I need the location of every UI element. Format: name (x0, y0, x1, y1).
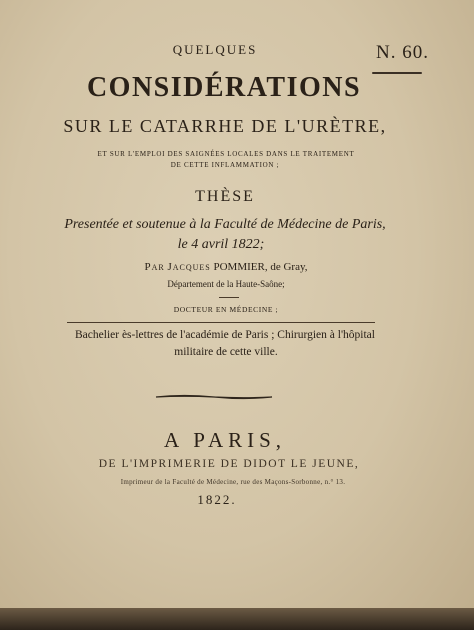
bachelier-line-2: militaire de cette ville. (174, 346, 278, 358)
presented-line-2: le 4 avril 1822; (177, 237, 265, 252)
subject-title: SUR LE CATARRHE DE L'URÈTRE, (63, 116, 387, 136)
long-divider (67, 322, 375, 323)
author-department: Département de la Haute-Saône; (167, 279, 285, 289)
short-divider (219, 297, 239, 298)
bachelier-line-1: Bachelier ès-lettres de l'académie de Paris ; Chirurgien à l'hôpital (75, 329, 375, 341)
imprint-year: 1822. (197, 492, 237, 507)
imprint-printer: DE L'IMPRIMERIE DE DIDOT LE JEUNE, (98, 458, 360, 470)
thesis-number: N. 60. (376, 42, 429, 63)
author-origin: , de Gray, (264, 261, 308, 273)
author-last-name: POMMIER (213, 261, 265, 273)
these-heading: THÈSE (195, 188, 255, 205)
quelques-heading: QUELQUES (172, 42, 258, 57)
doctor-degree: DOCTEUR EN MÉDECINE ; (173, 305, 279, 314)
author-first-name: Jacques (167, 261, 211, 273)
imprint-address: Imprimeur de la Faculté de Médecine, rue des Maçons-Sorbonne, n.° 13. (120, 478, 346, 486)
subtitle-line-2: DE CETTE INFLAMMATION ; (170, 161, 280, 169)
ornament-rule (154, 394, 274, 400)
author-prefix: Par (144, 261, 165, 273)
main-title: CONSIDÉRATIONS (86, 72, 362, 103)
subtitle-line-1: ET SUR L'EMPLOI DES SAIGNÉES LOCALES DANS LE TRAITEMENT (97, 150, 355, 158)
presented-line-1: Presentée et soutenue à la Faculté de Médecine de Paris, (64, 217, 386, 232)
imprint-city: A PARIS, (163, 428, 287, 452)
author-line (0, 261, 463, 273)
